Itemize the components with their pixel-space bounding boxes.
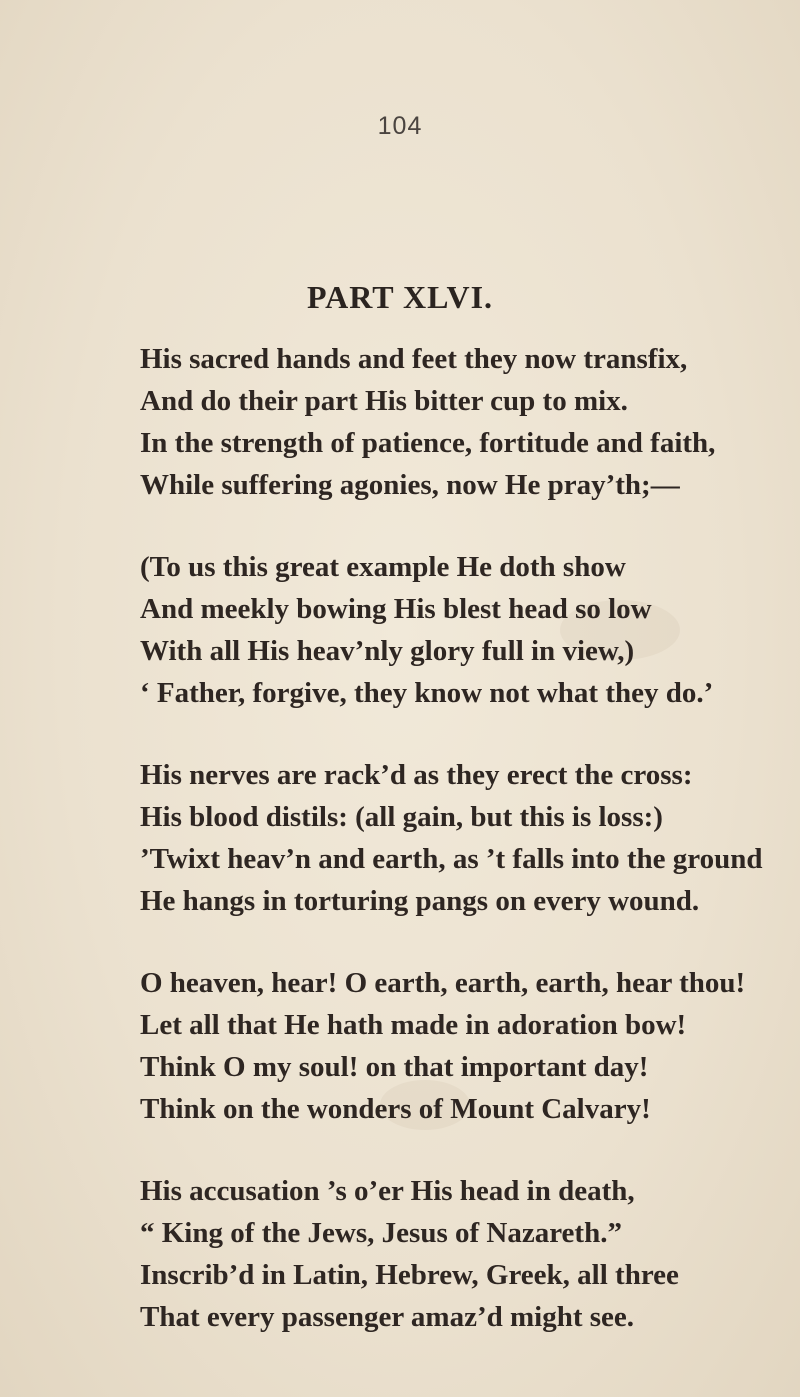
poem-line: And meekly bowing His blest head so low [140, 593, 652, 625]
poem-line: Inscrib’d in Latin, Hebrew, Greek, all three [140, 1259, 679, 1291]
poem-line: (To us this great example He doth show [140, 551, 626, 583]
poem-line: His nerves are rack’d as they erect the cross: [140, 759, 693, 791]
stanza [140, 338, 780, 506]
poem-line: While suffering agonies, now He pray’th;— [140, 469, 680, 501]
stanza [140, 1170, 780, 1338]
poem-line: With all His heav’nly glory full in view,) [140, 635, 635, 667]
poem-line: His sacred hands and feet they now transfix, [140, 343, 688, 375]
poem-line: O heaven, hear! O earth, earth, earth, hear thou! [140, 967, 746, 999]
poem-body [140, 338, 780, 1378]
poem-line: His accusation ’s o’er His head in death, [140, 1175, 635, 1207]
poem-line: “ King of the Jews, Jesus of Nazareth.” [140, 1217, 622, 1249]
poem-line: Let all that He hath made in adoration bow! [140, 1009, 687, 1041]
page-number: 104 [377, 112, 423, 140]
poem-line: In the strength of patience, fortitude and faith, [140, 427, 716, 459]
poem-line: His blood distils: (all gain, but this is loss:) [140, 801, 663, 833]
poem-line: And do their part His bitter cup to mix. [140, 385, 628, 417]
poem-line: He hangs in torturing pangs on every wound. [140, 885, 700, 917]
poem-line: Think on the wonders of Mount Calvary! [140, 1093, 651, 1125]
poem-line: Think O my soul! on that important day! [140, 1051, 649, 1083]
stanza [140, 962, 780, 1130]
stanza [140, 754, 780, 922]
poem-line: ‘ Father, forgive, they know not what they do.’ [140, 677, 714, 709]
poem-line: That every passenger amaz’d might see. [140, 1301, 635, 1333]
poem-line: ’Twixt heav’n and earth, as ’t falls into the ground [140, 843, 763, 875]
stanza [140, 546, 780, 714]
part-title: PART XLVI. [306, 279, 494, 315]
